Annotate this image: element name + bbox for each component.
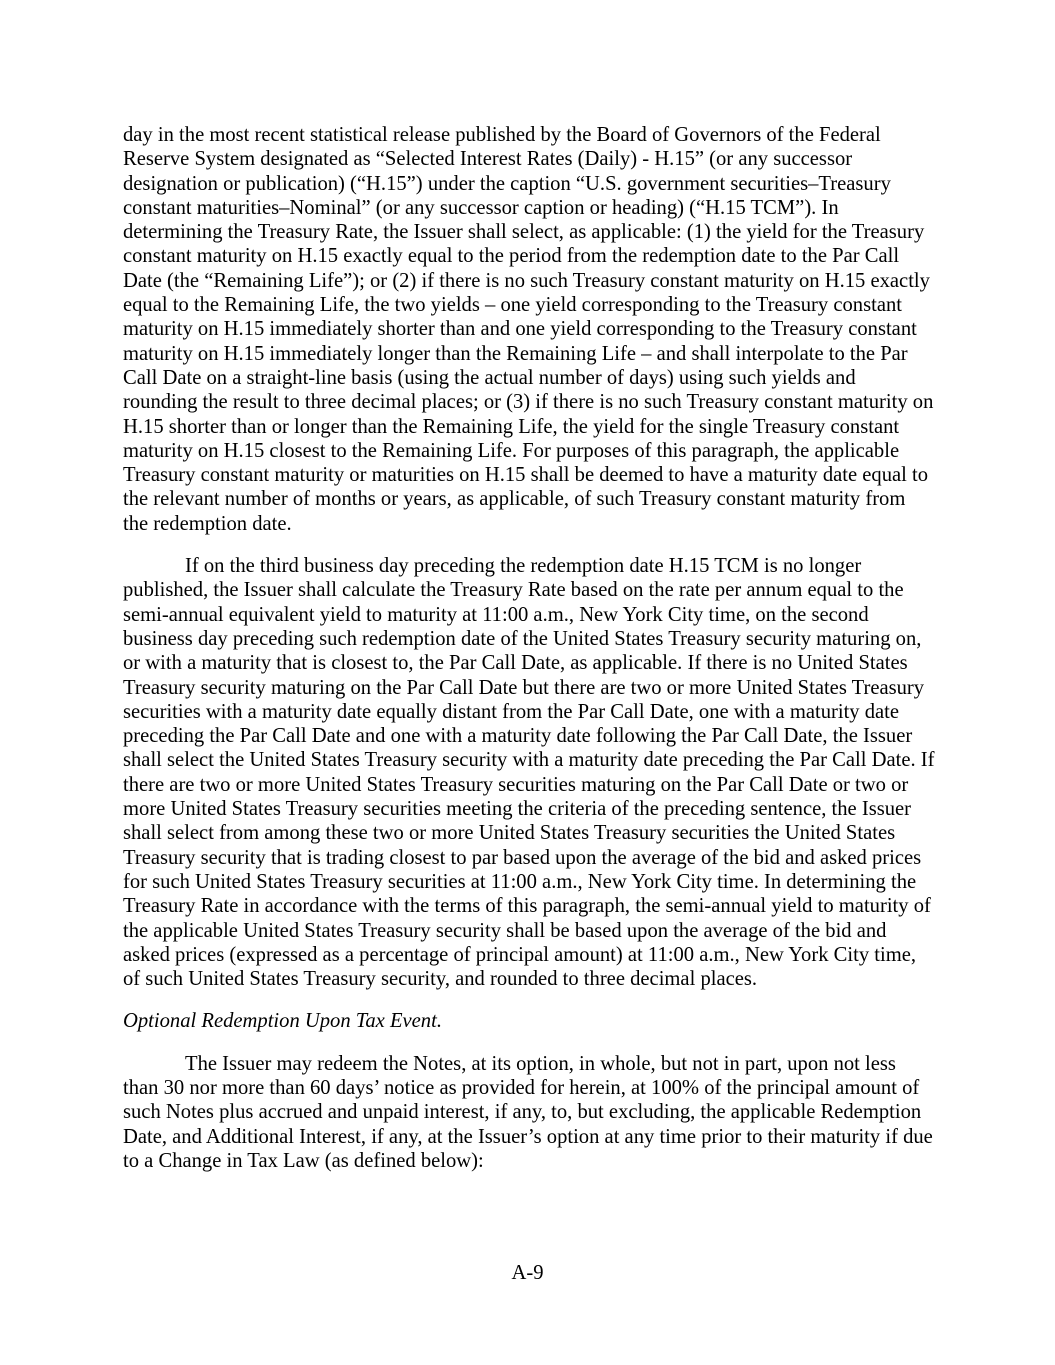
- page-content: [123, 123, 935, 1191]
- section-heading-optional-redemption-upon-tax-event: Optional Redemption Upon Tax Event.: [123, 1010, 442, 1033]
- body-paragraph-treasury-rate-h15: day in the most recent statistical release published by the Board of Governors of the Federal Reserve System designated as “Selected Interest Rates (Daily) - H.15” (or any successor designation or publication) (“H.15”) under the caption “U.S. government securities–Treasury constant maturities–Nominal” (or any successor caption or heading) (“H.15 TCM”). In determining the Treasury Rate, the Issuer shall select, as applicable: (1) the yield for the Treasury constant maturity on H.15 exactly equal to the period from the redemption date to the Par Call Date (the “Remaining Life”); or (2) if there is no such Treasury constant maturity on H.15 exactly equal to the Remaining Life, the two yields – one yield corresponding to the Treasury constant maturity on H.15 immediately shorter than and one yield corresponding to the Treasury constant maturity on H.15 immediately longer than the Remaining Life – and shall interpolate to the Par Call Date on a straight-line basis (using the actual number of days) using such yields and rounding the result to three decimal places; or (3) if there is no such Treasury constant maturity on H.15 shorter than or longer than the Remaining Life, the yield for the single Treasury constant maturity on H.15 closest to the Remaining Life. For purposes of this paragraph, the applicable Treasury constant maturity or maturities on H.15 shall be deemed to have a maturity date equal to the relevant number of months or years, as applicable, of such Treasury constant maturity from the redemption date.: [123, 124, 934, 535]
- body-paragraph-h15-tcm-fallback: If on the third business day preceding the redemption date H.15 TCM is no longer published, the Issuer shall calculate the Treasury Rate based on the rate per annum equal to the semi-annual equivalent yield to maturity at 11:00 a.m., New York City time, on the second business day preceding such redemption date of the United States Treasury security maturing on, or with a maturity that is closest to, the Par Call Date, as applicable. If there is no United States Treasury security maturing on the Par Call Date but there are two or more United States Treasury securities with a maturity date equally distant from the Par Call Date, one with a maturity date preceding the Par Call Date and one with a maturity date following the Par Call Date, the Issuer shall select the United States Treasury security with a maturity date preceding the Par Call Date. If there are two or more United States Treasury securities maturing on the Par Call Date or two or more United States Treasury securities meeting the criteria of the preceding sentence, the Issuer shall select from among these two or more United States Treasury securities the United States Treasury security that is trading closest to par based upon the average of the bid and asked prices for such United States Treasury securities at 11:00 a.m., New York City time. In determining the Treasury Rate in accordance with the terms of this paragraph, the semi-annual yield to maturity of the applicable United States Treasury security shall be based upon the average of the bid and asked prices (expressed as a percentage of principal amount) at 11:00 a.m., New York City time, of such United States Treasury security, and rounded to three decimal places.: [123, 555, 935, 991]
- body-paragraph-tax-redemption: The Issuer may redeem the Notes, at its option, in whole, but not in part, upon not less than 30 nor more than 60 days’ notice as provided for herein, at 100% of the principal amount of such Notes plus accrued and unpaid interest, if any, to, but excluding, the applicable Redemption Date, and Additional Interest, if any, at the Issuer’s option at any time prior to their maturity if due to a Change in Tax Law (as defined below):: [123, 1052, 933, 1172]
- page-number: A-9: [511, 1262, 544, 1284]
